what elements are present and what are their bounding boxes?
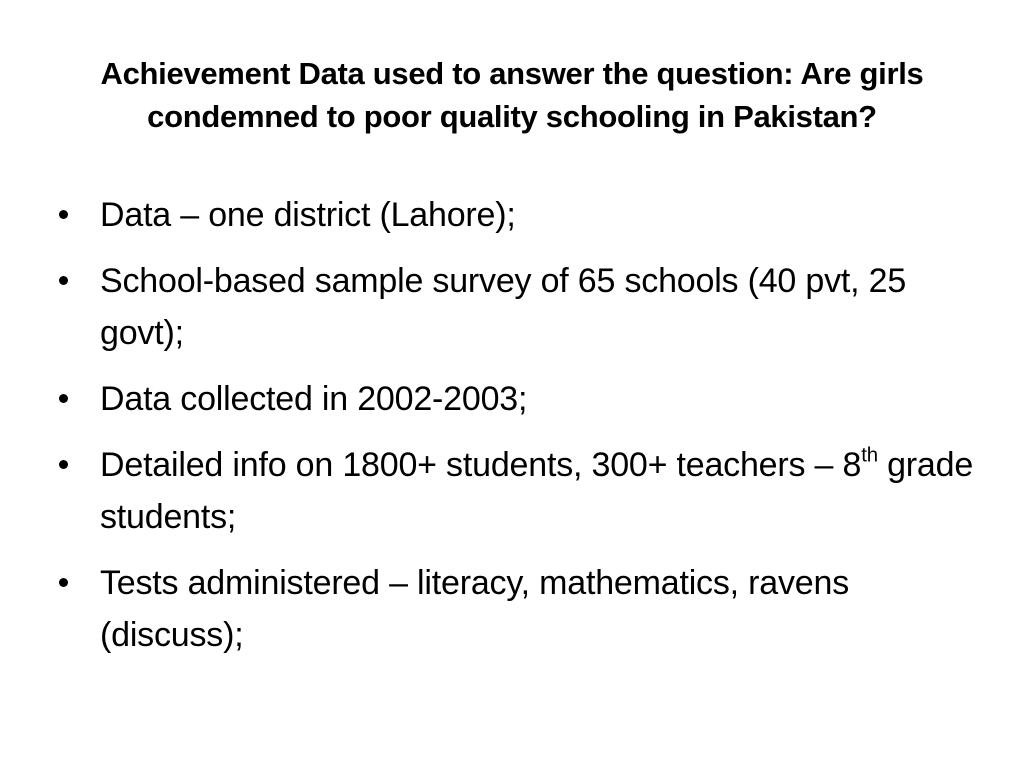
bullet-dot-icon <box>59 276 68 285</box>
ordinal-superscript: th <box>861 444 878 467</box>
bullet-dot-icon <box>59 210 68 219</box>
bullet-text: School-based sample survey of 65 schools (40 pvt, 25 govt); <box>100 262 907 352</box>
slide-title: Achievement Data used to answer the question: Are girls condemned to poor quality schooling in Pakistan? <box>100 56 924 134</box>
bullet-text-part: Detailed info on 1800+ students, 300+ teachers – 8 <box>100 446 862 484</box>
bullet-dot-icon <box>59 394 68 403</box>
bullet-text: Data collected in 2002-2003; <box>100 380 528 418</box>
bullet-item <box>56 373 976 425</box>
bullet-item <box>56 439 976 543</box>
bullet-dot-icon <box>59 578 68 587</box>
bullet-item <box>56 255 976 359</box>
bullet-item <box>56 189 976 241</box>
bullet-text: Tests administered – literacy, mathematics, ravens (discuss); <box>100 564 849 654</box>
bullet-text: Data – one district (Lahore); <box>100 196 516 234</box>
bullet-item <box>56 557 976 661</box>
bullet-text-part: grade students; <box>100 446 974 536</box>
bullet-text <box>100 446 973 536</box>
bullet-dot-icon <box>59 460 68 469</box>
bullet-list <box>56 189 976 675</box>
